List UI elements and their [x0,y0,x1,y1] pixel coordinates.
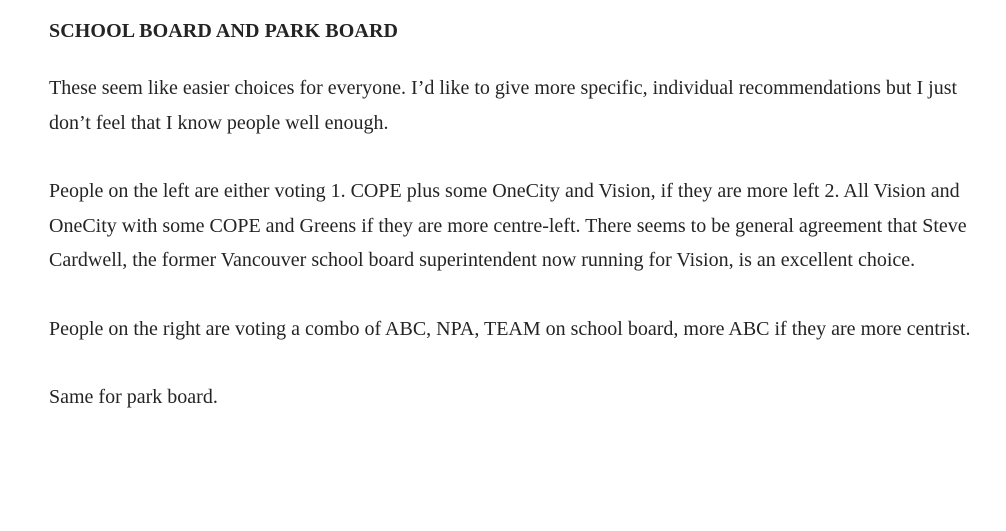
paragraph-right-voters: People on the right are voting a combo of ABC, NPA, TEAM on school board, more ABC if they are more centrist. [49,317,971,340]
paragraph-intro: These seem like easier choices for everyone. I’d like to give more specific, individual recommendations but I just don’t feel that I know people well enough. [49,77,958,134]
article-body [49,16,979,415]
paragraph-left-voters: People on the left are either voting 1. COPE plus some OneCity and Vision, if they are more left 2. All Vision and OneCity with some COPE and Greens if they are more centre-left. There seems to be general agreement that Steve Cardwell, the former Vancouver school board superintendent now running for Vision, is an excellent choice. [49,180,967,271]
paragraph-park-board: Same for park board. [49,386,218,408]
section-heading: SCHOOL BOARD AND PARK BOARD [49,20,399,42]
